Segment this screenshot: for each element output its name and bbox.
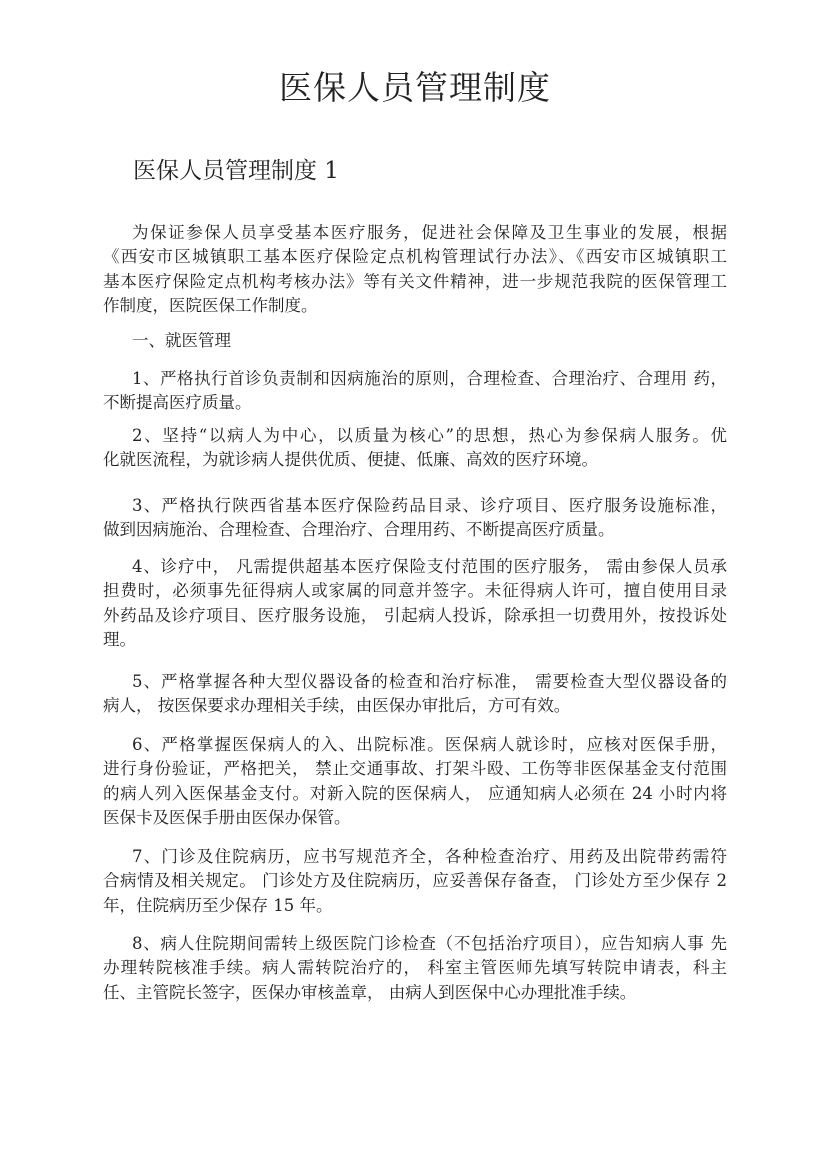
text-line: 办理转院核准手续。病人需转院治疗的， 科室主管医师先填写转院申请表，科主 bbox=[103, 958, 727, 978]
section-heading: 医保人员管理制度 1 bbox=[133, 158, 339, 184]
text-line: 2、坚持“以病人为中心，以质量为核心”的思想，热心为参保病人服务。优 bbox=[132, 426, 727, 445]
paragraph bbox=[103, 555, 727, 652]
paragraph bbox=[103, 424, 727, 473]
text-line: 进行身份验证，严格把关， 禁止交通事故、打架斗殴、工伤等非医保基金支付范围 bbox=[103, 759, 727, 779]
text-line: 一、就医管理 bbox=[132, 331, 231, 350]
text-line: 不断提高医疗质量。 bbox=[103, 393, 252, 413]
paragraph bbox=[103, 494, 727, 543]
text-line: 做到因病施治、合理检查、合理治疗、合理用药、不断提高医疗质量。 bbox=[103, 520, 615, 540]
text-line: 4、诊疗中， 凡需提供超基本医疗保险支付范围的医疗服务， 需由参保人员承 bbox=[132, 557, 727, 576]
text-line: 8、病人住院期间需转上级医院门诊检查（不包括治疗项目），应告知病人事 先 bbox=[132, 934, 727, 953]
text-line: 作制度，医院医保工作制度。 bbox=[103, 295, 318, 315]
text-line: 年，住院病历至少保存 15 年。 bbox=[103, 895, 333, 915]
text-line: 医保卡及医保手册由医保办保管。 bbox=[103, 807, 351, 827]
paragraph bbox=[103, 367, 727, 416]
text-line: 5、严格掌握各种大型仪器设备的检查和治疗标准， 需要检查大型仪器设备的 bbox=[132, 672, 727, 691]
paragraph bbox=[103, 932, 727, 1005]
text-line: 7、门诊及住院病历，应书写规范齐全，各种检查治疗、用药及出院带药需符 bbox=[132, 847, 727, 866]
text-line: 基本医疗保险定点机构考核办法》等有关文件精神，进一步规范我院的医保管理工 bbox=[103, 271, 727, 291]
text-line: 病人， 按医保要求办理相关手续，由医保办审批后，方可有效。 bbox=[103, 696, 571, 716]
text-line: 外药品及诊疗项目、医疗服务设施， 引起病人投诉，除承担一切费用外，按投诉处 bbox=[103, 605, 727, 625]
document-title: 医保人员管理制度 bbox=[279, 68, 551, 107]
text-line: 为保证参保人员享受基本医疗服务，促进社会保障及卫生事业的发展，根据 bbox=[132, 223, 727, 242]
paragraph bbox=[103, 221, 727, 318]
text-line: 化就医流程，为就诊病人提供优质、便捷、低廉、高效的医疗环境。 bbox=[103, 450, 598, 470]
text-line: 的病人列入医保基金支付。对新入院的医保病人， 应通知病人必须在 24 小时内将 bbox=[103, 783, 727, 803]
text-line: 理。 bbox=[103, 629, 136, 649]
text-line: 3、严格执行陕西省基本医疗保险药品目录、诊疗项目、医疗服务设施标准， bbox=[132, 496, 727, 515]
section-heading-medical bbox=[103, 329, 727, 353]
text-line: 担费时，必须事先征得病人或家属的同意并签字。未征得病人许可，擅自使用目录 bbox=[103, 581, 727, 601]
text-line: 合病情及相关规定。 门诊处方及住院病历，应妥善保存备查， 门诊处方至少保存 2 bbox=[103, 871, 727, 891]
text-line: 1、严格执行首诊负责制和因病施治的原则，合理检查、合理治疗、合理用 药， bbox=[132, 369, 727, 388]
text-line: 《西安市区城镇职工基本医疗保险定点机构管理试行办法》、《西安市区城镇职工 bbox=[103, 247, 727, 267]
paragraph bbox=[103, 733, 727, 830]
text-line: 任、主管院长签字，医保办审核盖章， 由病人到医保中心办理批准手续。 bbox=[103, 982, 637, 1002]
text-line: 6、严格掌握医保病人的入、出院标准。医保病人就诊时，应核对医保手册， bbox=[132, 735, 727, 754]
paragraph bbox=[103, 845, 727, 918]
paragraph bbox=[103, 670, 727, 719]
